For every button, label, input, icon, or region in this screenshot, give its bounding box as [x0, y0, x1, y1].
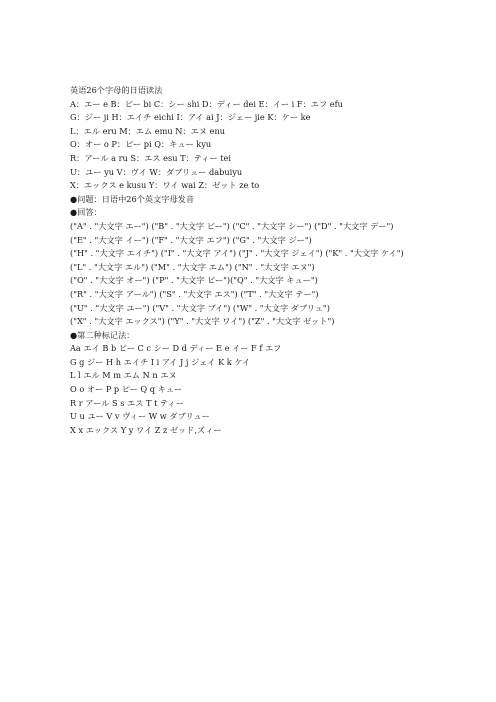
notation-line-g-k: G g ジー H h エイチ I i アイ J j ジェイ K k ケイ	[70, 356, 251, 367]
question-heading: ●问题：日语中26个英文字母发音	[70, 193, 195, 204]
answer-heading: ●回答：	[70, 207, 102, 218]
reading-line-o-q: O：オー o P：ピー pi Q：キュー kyu	[70, 139, 212, 150]
reading-line-x-z: X：エックス e kusu Y：ワイ wai Z：ゼット ze to	[70, 180, 260, 191]
notation-line-x-z: X x エックス Y y ワイ Z z ゼッド,ズィー	[70, 424, 222, 435]
document-title: 英语26个字母的日语读法	[70, 85, 163, 95]
answer-line-h-k: ("H" . "大文字 エイチ") ("I" . "大文字 アイ") ("J" . "大文字 ジェイ") ("K" . "大文字 ケイ")	[70, 248, 404, 259]
notation-line-u-w: U u ユー V v ヴィー W w ダブリュー	[70, 411, 210, 422]
reading-line-u-w: U：ユー yu V：ヴイ W：ダブリュー dabuiyu	[70, 166, 243, 177]
reading-line-g-k: G：ジー ji H：エイチ eichi I：アイ ai J：ジェー jie K：ケー ke	[70, 112, 311, 123]
answer-line-e-g: ("E" . "大文字 イー") ("F" . "大文字 エフ") ("G" . "大文字 ジー")	[70, 234, 312, 245]
reading-line-a-f: A：エー e B：ビー bi C：シー shi D：ディー dei E：イー i F：エフ efu	[70, 98, 343, 109]
answer-line-l-n: ("L" . "大文字 エル") ("M" . "大文字 エム") ("N" . "大文字 エヌ")	[70, 261, 315, 272]
notation-line-a-f: Aa エイ B b ビー C c シー D d ディー E e イー F f エフ	[70, 343, 282, 354]
answer-line-r-t: ("R" . "大文字 アール") ("S" . "大文字 エス") ("T" . "大文字 テー")	[70, 288, 319, 299]
document-body	[70, 84, 480, 437]
reading-line-l-n: L：エル eru M：エム emu N：エヌ enu	[70, 125, 225, 136]
answer-line-o-q: ("O" . "大文字 オー") ("P" . "大文字 ピー")("Q" . "大文字 キュー")	[70, 275, 318, 286]
notation-line-l-n: L l エル M m エム N n エヌ	[70, 370, 177, 381]
notation-line-o-q: O o オー P p ピー Q q キュー	[70, 384, 183, 395]
answer-line-a-d: ("A" . "大文字 エー") ("B" . "大文字 ビー") ("C" . "大文字 シー") ("D" . "大文字 デー")	[70, 220, 394, 231]
answer-line-u-w: ("U" . "大文字 ユー") ("V" . "大文字 ブイ") ("W" . "大文字 ダブリュ")	[70, 302, 330, 313]
reading-line-r-t: R：アール a ru S：エス esu T：ティー tei	[70, 152, 231, 163]
second-notation-heading: ●第二种标记法：	[70, 329, 135, 340]
answer-line-x-z: ("X" . "大文字 エックス") ("Y" . "大文字 ワイ") ("Z" . "大文字 ゼット")	[70, 316, 335, 327]
notation-line-r-t: R r アール S s エス T t ティー	[70, 397, 184, 408]
